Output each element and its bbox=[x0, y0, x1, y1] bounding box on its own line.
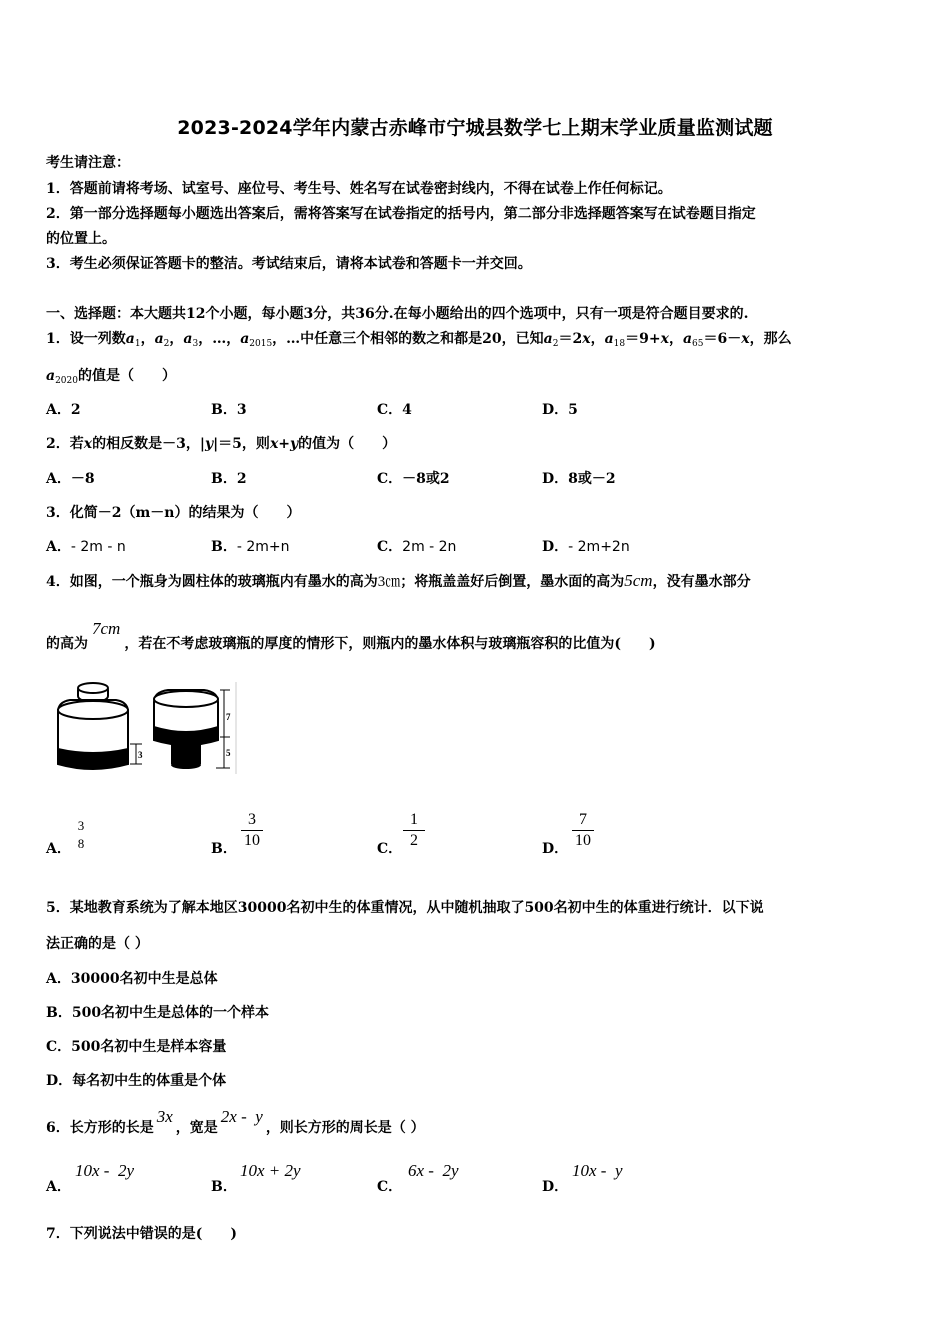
q4-option-a[interactable] bbox=[46, 838, 71, 858]
q1-tail: ，那么 bbox=[749, 331, 792, 347]
q6-text-2: ，宽是 bbox=[175, 1120, 218, 1136]
q1-x: x bbox=[582, 331, 591, 347]
q1-sub2b: 2 bbox=[552, 339, 559, 349]
q6-option-c[interactable] bbox=[377, 1176, 402, 1196]
question-3: 3．化简－2（m－n）的结果为（ ） bbox=[46, 505, 301, 521]
notice-heading: 考生请注意： bbox=[46, 155, 130, 171]
height-marker-3 bbox=[130, 744, 143, 764]
q6-option-d-label: D． bbox=[542, 1179, 569, 1195]
q2-text: 2．若 bbox=[46, 436, 84, 452]
question-6 bbox=[46, 1107, 425, 1137]
q4-option-a-label: A． bbox=[46, 841, 71, 857]
bottle-inverted bbox=[154, 690, 218, 769]
question-5-cont: 法正确的是（ ） bbox=[46, 936, 149, 952]
q3-option-b[interactable] bbox=[211, 536, 290, 556]
label-3: 3 bbox=[138, 750, 143, 760]
bottle-figure bbox=[50, 682, 245, 777]
q2-option-c[interactable]: C．－8或2 bbox=[377, 471, 450, 487]
q1-text-2: ，…中任意三个相邻的数之和都是20，已知 bbox=[272, 331, 544, 347]
q1-line2: 的值是（ ） bbox=[77, 368, 176, 384]
q4-option-d[interactable] bbox=[542, 838, 568, 858]
notice-item-2: 2．第一部分选择题每小题选出答案后，需将答案写在试卷指定的括号内，第二部分非选择题答案写在试卷题目指定 bbox=[46, 206, 756, 222]
question-4-cont bbox=[46, 619, 656, 653]
q3-option-a-value: - 2m - n bbox=[70, 539, 126, 555]
q2-y: y bbox=[204, 436, 214, 452]
q2-text-2: 的相反数是－3，| bbox=[92, 436, 205, 452]
q4-text-2: ；将瓶盖盖好后倒置，墨水面的高为 bbox=[400, 574, 625, 590]
q1-a65: a bbox=[682, 331, 693, 347]
q5-option-c[interactable]: C．500名初中生是样本容量 bbox=[46, 1039, 227, 1055]
q1-sub1: 1 bbox=[134, 339, 141, 349]
q3-option-c[interactable] bbox=[377, 536, 456, 556]
q6-length: 3x bbox=[156, 1107, 173, 1126]
q4-option-d-fraction bbox=[570, 811, 596, 850]
q1-comma: ， bbox=[590, 331, 605, 347]
question-1 bbox=[46, 328, 792, 349]
q4-c-numerator: 1 bbox=[410, 811, 418, 828]
q6-option-b[interactable] bbox=[211, 1176, 237, 1196]
notice-item-2-cont: 的位置上。 bbox=[46, 231, 116, 247]
q4-a-denominator: 8 bbox=[77, 836, 85, 851]
label-7: 7 bbox=[226, 712, 231, 722]
q1-x: x bbox=[741, 331, 750, 347]
q6-option-b-label: B． bbox=[211, 1179, 237, 1195]
q4-value-7cm: 7cm bbox=[92, 619, 121, 638]
q3-option-a-label: A． bbox=[46, 539, 71, 555]
q1-a1: a bbox=[125, 331, 135, 347]
q3-option-b-value: - 2m+n bbox=[236, 539, 290, 555]
q1-sub3: 3 bbox=[192, 339, 199, 349]
q4-d-bar bbox=[572, 830, 594, 831]
question-7: 7．下列说法中错误的是( ) bbox=[46, 1226, 237, 1242]
question-2 bbox=[46, 433, 396, 453]
q1-dots: …， bbox=[212, 331, 241, 347]
q4-b-bar bbox=[241, 830, 263, 831]
q6-text-3: ，则长方形的周长是（ ） bbox=[265, 1120, 425, 1136]
q1-option-d[interactable]: D．5 bbox=[542, 402, 578, 418]
q4-c-denominator: 2 bbox=[410, 832, 418, 849]
section-heading: 一、选择题：本大题共12个小题，每小题3分，共36分.在每小题给出的四个选项中，只有一项是符合题目要求的. bbox=[46, 306, 749, 322]
q6-option-c-label: C． bbox=[377, 1179, 403, 1195]
q1-eq2: ＝9+ bbox=[625, 331, 661, 347]
notice-item-3: 3．考生必须保证答题卡的整洁。考试结束后，请将本试卷和答题卡一并交回。 bbox=[46, 256, 532, 272]
q4-d-numerator: 7 bbox=[579, 811, 587, 828]
page-title: 2023-2024学年内蒙古赤峰市宁城县数学七上期末学业质量监测试题 bbox=[177, 117, 773, 139]
q6-option-b-value: 10x + 2y bbox=[240, 1161, 301, 1180]
q1-comma: ， bbox=[140, 331, 155, 347]
q1-a18: a bbox=[604, 331, 614, 347]
q4-option-b-label: B． bbox=[211, 841, 237, 857]
q1-a2: a bbox=[154, 331, 164, 347]
q1-option-c[interactable]: C．4 bbox=[377, 402, 412, 418]
q1-option-a[interactable]: A．2 bbox=[46, 402, 81, 418]
q1-sub2015: 2015 bbox=[249, 339, 273, 349]
q2-option-a[interactable]: A．－8 bbox=[46, 471, 95, 487]
q1-comma: ， bbox=[668, 331, 683, 347]
q4-option-c[interactable] bbox=[377, 838, 402, 858]
q1-a2b: a bbox=[543, 331, 553, 347]
q1-x: x bbox=[660, 331, 669, 347]
q4-c-bar bbox=[403, 830, 425, 831]
q5-option-d[interactable]: D．每名初中生的体重是个体 bbox=[46, 1073, 227, 1089]
q6-option-d[interactable] bbox=[542, 1176, 568, 1196]
q3-option-c-label: C． bbox=[377, 539, 403, 555]
q1-a3: a bbox=[183, 331, 193, 347]
q6-option-a-label: A． bbox=[46, 1179, 71, 1195]
q2-text-3: |＝5，则 bbox=[213, 436, 270, 452]
q3-option-a[interactable] bbox=[46, 536, 126, 556]
q4-b-numerator: 3 bbox=[248, 811, 256, 828]
q6-option-a[interactable] bbox=[46, 1176, 71, 1196]
q4-a-numerator: 3 bbox=[77, 818, 85, 833]
q6-text: 6．长方形的长是 bbox=[46, 1120, 154, 1136]
q1-option-b[interactable]: B．3 bbox=[211, 402, 247, 418]
q5-option-b[interactable]: B．500名初中生是总体的一个样本 bbox=[46, 1005, 270, 1021]
question-1-cont bbox=[46, 365, 176, 386]
q4-value-3cm: 3㎝ bbox=[377, 574, 401, 590]
q4-option-b[interactable] bbox=[211, 838, 237, 858]
q6-option-c-value: 6x - 2y bbox=[408, 1161, 459, 1180]
q3-option-c-value: 2m - 2n bbox=[402, 539, 457, 555]
label-5: 5 bbox=[226, 748, 231, 758]
q1-eq3: ＝6－ bbox=[703, 331, 742, 347]
q1-a2020: a bbox=[46, 368, 56, 384]
question-5: 5．某地教育系统为了解本地区30000名初中生的体重情况，从中随机抽取了500名初中生的体重进行统计．以下说 bbox=[46, 900, 764, 916]
q4-option-c-fraction bbox=[401, 811, 427, 850]
q1-sub65: 65 bbox=[692, 339, 704, 349]
q1-eq1: ＝2 bbox=[558, 331, 583, 347]
q1-comma: ， bbox=[198, 331, 213, 347]
q6-option-d-value: 10x - y bbox=[572, 1161, 623, 1180]
q4-value-5cm: 5cm bbox=[624, 571, 653, 590]
q3-option-b-label: B． bbox=[211, 539, 237, 555]
q4-option-a-fraction bbox=[69, 817, 93, 853]
q6-width: 2x - y bbox=[220, 1107, 263, 1126]
q4-b-denominator: 10 bbox=[244, 832, 260, 849]
notice-item-1: 1．答题前请将考场、试室号、座位号、考生号、姓名写在试卷密封线内，不得在试卷上作任何标记。 bbox=[46, 181, 672, 197]
q4-d-denominator: 10 bbox=[575, 832, 591, 849]
bottle-upright bbox=[58, 683, 128, 769]
q1-sub18: 18 bbox=[613, 339, 626, 349]
q1-comma: ， bbox=[169, 331, 184, 347]
q4-option-d-label: D． bbox=[542, 841, 569, 857]
q2-xy: x+y bbox=[269, 436, 299, 452]
q6-option-a-value: 10x - 2y bbox=[75, 1161, 135, 1180]
q4-text-4: 的高为 bbox=[46, 636, 88, 652]
q4-text: 4．如图，一个瓶身为圆柱体的玻璃瓶内有墨水的高为 bbox=[46, 574, 378, 590]
q1-sub2: 2 bbox=[163, 339, 170, 349]
q4-option-c-label: C． bbox=[377, 841, 403, 857]
q4-text-5: ，若在不考虑玻璃瓶的厚度的情形下，则瓶内的墨水体积与玻璃瓶容积的比值为( ) bbox=[124, 636, 656, 652]
q5-option-a[interactable]: A．30000名初中生是总体 bbox=[46, 971, 218, 987]
question-4 bbox=[46, 570, 751, 591]
q4-text-3: ，没有墨水部分 bbox=[652, 574, 751, 590]
q2-option-b[interactable]: B．2 bbox=[211, 471, 247, 487]
q1-text: 1．设一列数 bbox=[46, 331, 126, 347]
q1-a2015: a bbox=[240, 331, 250, 347]
q2-text-4: 的值为（ ） bbox=[298, 436, 397, 452]
q2-option-d[interactable]: D．8或－2 bbox=[542, 471, 616, 487]
q1-sub2020: 2020 bbox=[55, 376, 78, 386]
q4-option-b-fraction bbox=[239, 811, 265, 850]
q2-x: x bbox=[83, 436, 93, 452]
q3-option-d[interactable] bbox=[542, 536, 630, 556]
q3-option-d-value: - 2m+2n bbox=[568, 539, 630, 555]
q3-option-d-label: D． bbox=[542, 539, 569, 555]
